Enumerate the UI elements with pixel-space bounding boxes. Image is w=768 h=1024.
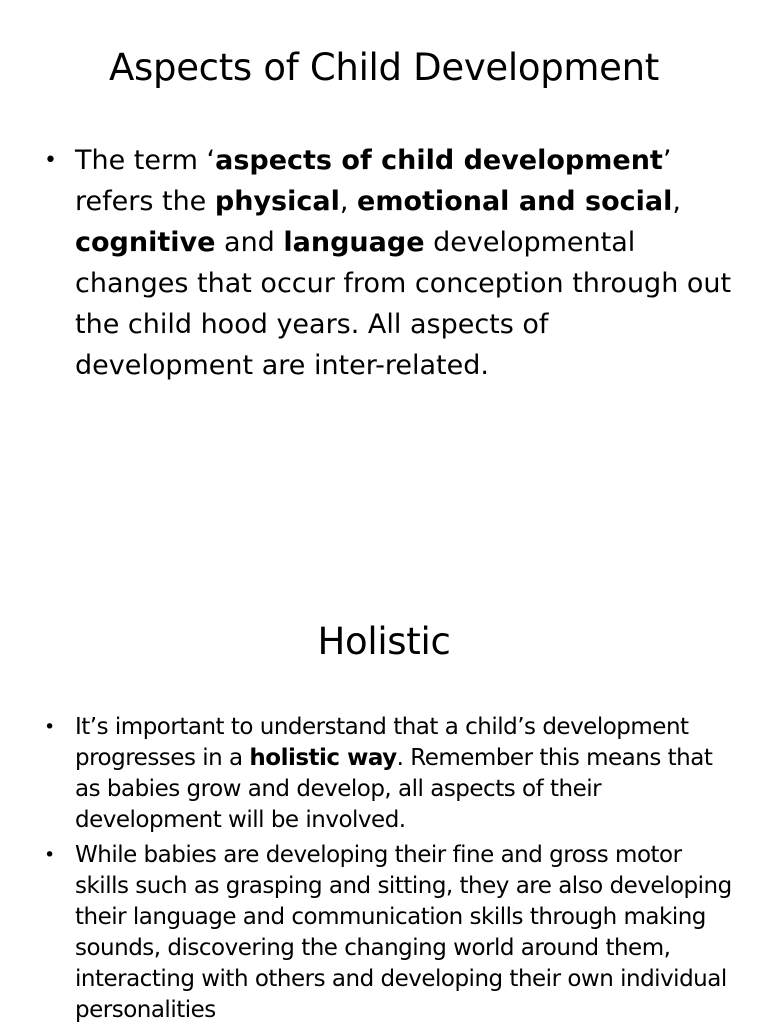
text-run: The term ‘: [75, 145, 216, 176]
text-run: It’s important to understand that a child’s development progresses in a: [75, 714, 689, 771]
bullet-list: [44, 712, 734, 1024]
text-run: ’ refers the: [75, 145, 672, 217]
bullet-dot-icon: •: [44, 844, 55, 866]
slide-title: Aspects of Child Development: [109, 46, 659, 89]
bold-text: physical: [214, 186, 340, 217]
text-run: ,: [339, 186, 358, 217]
bullet-item: [44, 140, 734, 386]
text-run: While babies are developing their fine and gross motor skills such as grasping and sitting, they are also developing their language and communication skills through making sounds, discovering the changing world around them, interacting with others and developing their own individual personalities: [75, 842, 732, 1023]
bold-text: aspects of child development: [215, 145, 663, 176]
bullet-item: [44, 840, 734, 1024]
bullet-list: [44, 140, 734, 390]
slide-holistic: [0, 590, 768, 1024]
text-run: and: [215, 227, 284, 258]
bold-text: language: [283, 227, 425, 258]
bold-text: cognitive: [75, 227, 216, 258]
slide-title: Holistic: [317, 620, 451, 663]
text-run: ,: [672, 186, 681, 217]
text-run: . Remember this means that as babies grow and develop, all aspects of their development will be involved.: [75, 745, 713, 833]
bullet-item: [44, 712, 734, 836]
bullet-dot-icon: •: [44, 148, 57, 173]
text-run: developmental changes that occur from conception through out the child hood years. All aspects of development are inter-related.: [75, 227, 732, 381]
bold-text: emotional and social: [357, 186, 673, 217]
bullet-dot-icon: •: [44, 716, 55, 738]
bold-text: holistic way: [249, 745, 397, 771]
